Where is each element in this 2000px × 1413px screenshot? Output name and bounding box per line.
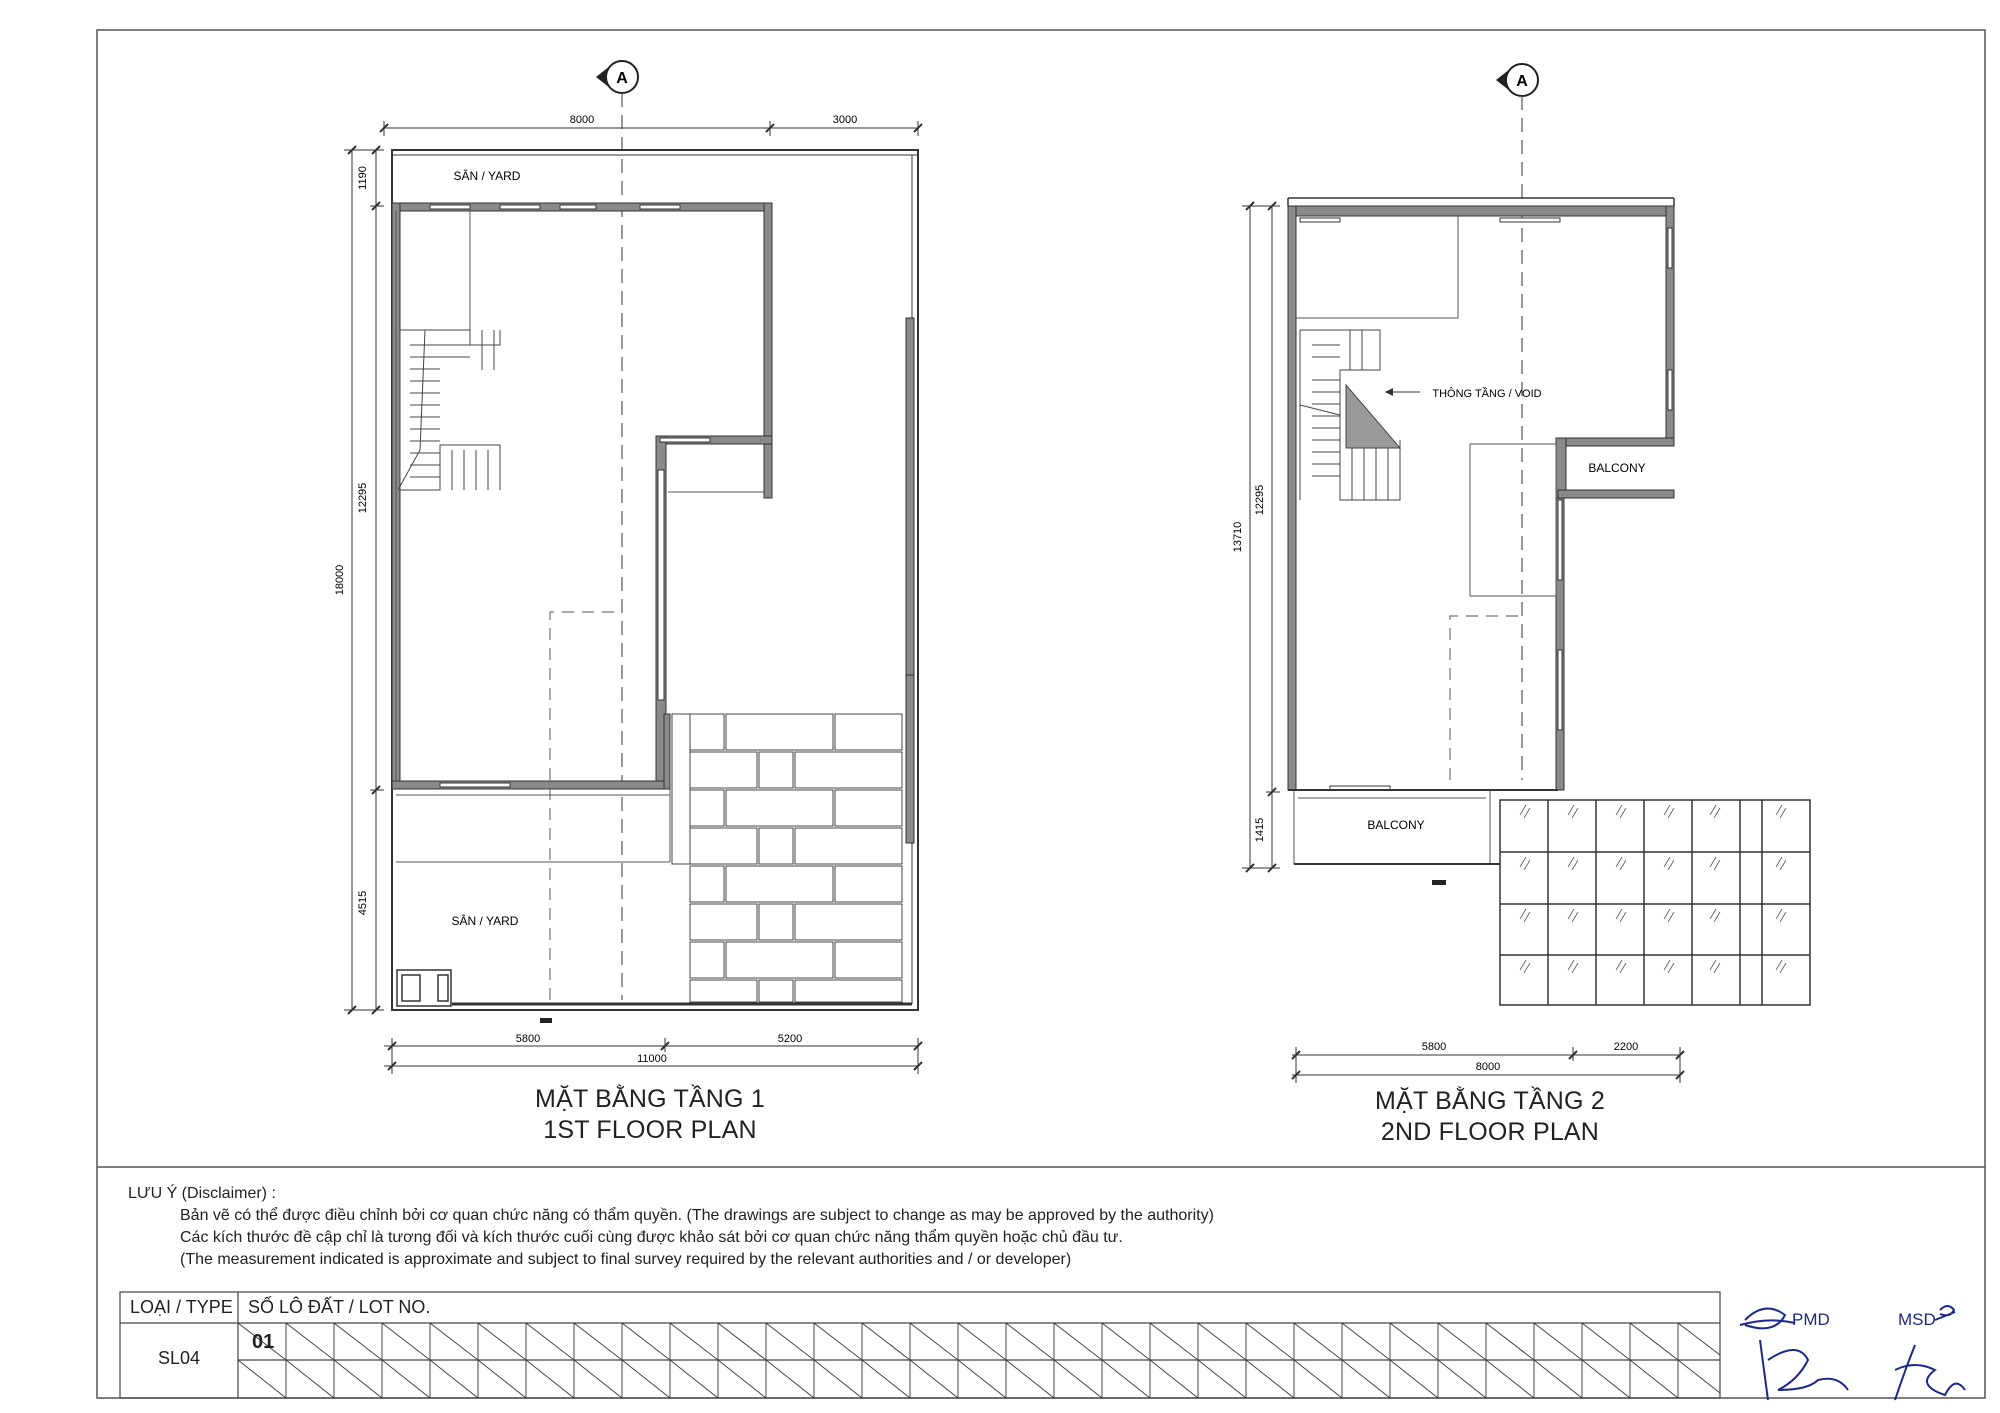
paving-area-1 <box>672 714 902 1002</box>
msd-label: MSD <box>1898 1310 1936 1329</box>
dim-label: 12295 <box>1254 484 1266 516</box>
lot-value: 01 <box>252 1331 275 1353</box>
house-walls-2 <box>1288 206 1674 790</box>
section-marker-label: A <box>616 70 628 87</box>
dim-label: 5800 <box>1421 1041 1447 1053</box>
dim-label: 1190 <box>357 166 369 190</box>
dim-label: 13710 <box>1232 521 1244 553</box>
disclaimer-heading: LƯU Ý (Disclaimer) : <box>128 1185 276 1202</box>
dim-label: 11000 <box>637 1053 667 1065</box>
disclaimer-line: (The measurement indicated is approximate and subject to final survey required by the relevant authorities and / or developer) <box>180 1251 1072 1268</box>
staircase-1 <box>398 330 500 490</box>
type-value: SL04 <box>158 1348 201 1368</box>
plan1-title-en: 1ST FLOOR PLAN <box>543 1116 757 1144</box>
plan1-title-vn: MẶT BẰNG TẦNG 1 <box>535 1085 765 1113</box>
house-walls-1 <box>392 203 772 789</box>
lot-header: SỐ LÔ ĐẤT / LOT NO. <box>248 1297 431 1317</box>
disclaimer <box>128 1183 1214 1271</box>
disclaimer-line: Bản vẽ có thể được điều chỉnh bởi cơ quan chức năng có thẩm quyền. (The drawings are subject to change as may be approved by the authority) <box>180 1207 1214 1224</box>
balcony-label-bottom: BALCONY <box>1367 818 1425 832</box>
glass-canopy-grid <box>1500 800 1810 1005</box>
dim-label: 12295 <box>357 482 369 514</box>
section-marker-a-2 <box>1496 64 1538 780</box>
dim-label: 3000 <box>832 114 858 126</box>
dim-label: 18000 <box>334 564 346 596</box>
floor-plan-1 <box>334 61 922 1074</box>
dim-label: 1415 <box>1254 817 1266 843</box>
dim-label: 8000 <box>1475 1061 1501 1073</box>
floor-plan-2 <box>1232 64 1810 1083</box>
section-marker-label: A <box>1516 73 1528 90</box>
pmd-label: PMD <box>1792 1310 1830 1329</box>
balcony-label-right: BALCONY <box>1588 461 1646 475</box>
plan2-title-en: 2ND FLOOR PLAN <box>1380 1118 1600 1146</box>
window-strip <box>430 205 710 787</box>
yard-label-bottom: SÂN / YARD <box>451 914 519 928</box>
dim-label: 4515 <box>357 890 369 916</box>
dimension-left-1 <box>344 146 384 1014</box>
plan2-title-vn: MẶT BẰNG TẦNG 2 <box>1375 1087 1605 1115</box>
dim-label: 5800 <box>515 1033 541 1045</box>
dim-label: 2200 <box>1613 1041 1639 1053</box>
section-marker-a-1 <box>596 61 638 1000</box>
dim-label: 8000 <box>569 114 595 126</box>
yard-label-top: SÂN / YARD <box>453 169 521 183</box>
type-header: LOẠI / TYPE <box>130 1297 233 1317</box>
dimension-left-2 <box>1242 202 1280 872</box>
disclaimer-line: Các kích thước đề cập chỉ là tương đối và kích thước cuối cùng được khảo sát bởi cơ quan chức năng thẩm quyền hoặc chủ đầu tư. <box>180 1229 1123 1246</box>
dim-label: 5200 <box>777 1033 803 1045</box>
void-label: THÔNG TẦNG / VOID <box>1432 388 1542 400</box>
